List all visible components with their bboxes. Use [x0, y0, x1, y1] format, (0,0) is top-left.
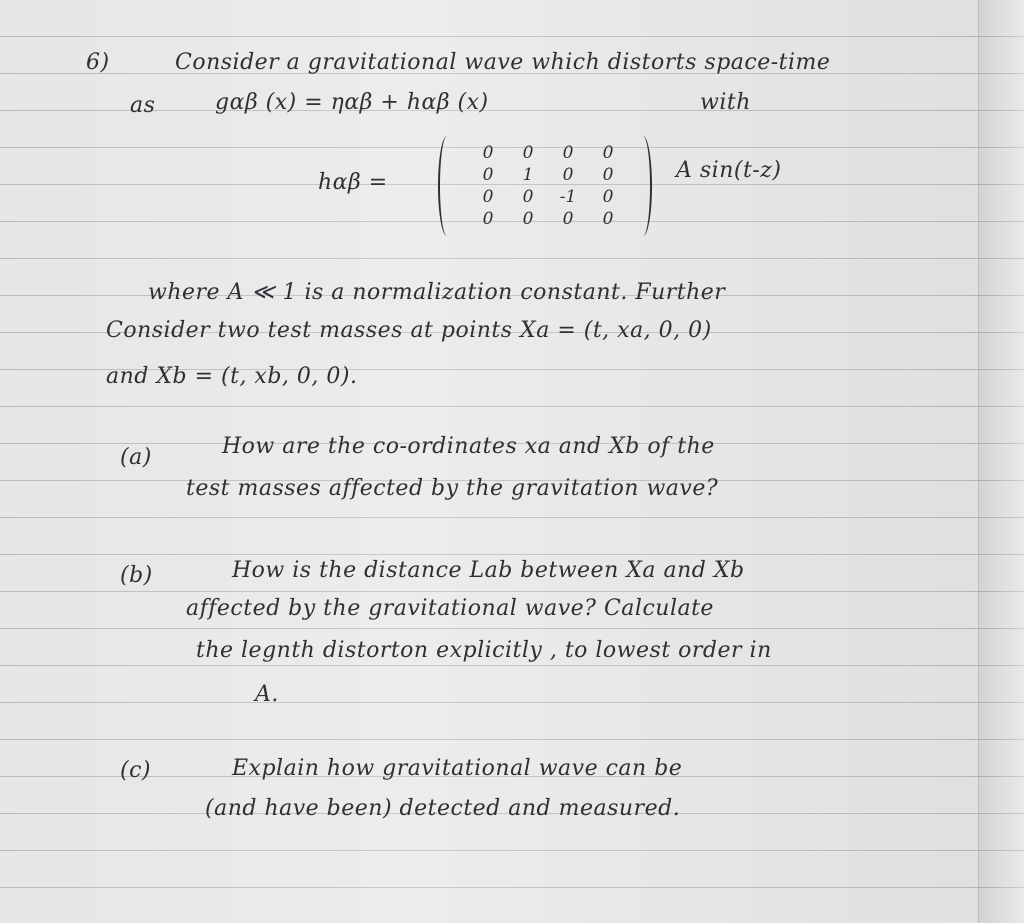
matrix-cell: 0	[602, 209, 614, 229]
matrix-cell: 0	[482, 143, 494, 163]
matrix-cell: 0	[482, 165, 494, 185]
matrix-cell: 0	[562, 209, 574, 229]
matrix-cell: 0	[522, 209, 534, 229]
part-c-line-2: (and have been) detected and measured.	[205, 796, 681, 821]
right-paren	[634, 136, 652, 236]
matrix-cell: 0	[522, 143, 534, 163]
matrix-grid	[468, 142, 628, 230]
matrix-cell: 0	[562, 143, 574, 163]
part-b-line-1: How is the distance Lab between Xa and Xb	[232, 558, 745, 583]
where-line-1: where A ≪ 1 is a normalization constant. Further	[148, 280, 726, 305]
page-edge	[978, 0, 1024, 923]
part-a-line-1: How are the co-ordinates xa and Xb of the	[222, 434, 715, 459]
intro-line-1: Consider a gravitational wave which distorts space-time	[175, 50, 831, 75]
h-matrix	[438, 136, 652, 236]
matrix-cell: 0	[602, 143, 614, 163]
h-label: hαβ =	[318, 170, 388, 195]
problem-number: 6)	[86, 50, 110, 75]
matrix-cell: 0	[482, 187, 494, 207]
matrix-cell: 0	[602, 165, 614, 185]
matrix-cell: 1	[522, 165, 534, 185]
where-line-2: Consider two test masses at points Xa = (t, xa, 0, 0)	[106, 318, 712, 343]
intro-as: as	[130, 93, 156, 118]
part-a-line-2: test masses affected by the gravitation wave?	[186, 476, 719, 501]
part-b-line-4: A.	[255, 682, 279, 707]
part-a-label: (a)	[120, 445, 152, 470]
intro-with: with	[700, 90, 751, 115]
part-b-line-3: the legnth distorton explicitly , to lowest order in	[196, 638, 772, 663]
part-b-line-2: affected by the gravitational wave? Calculate	[186, 596, 714, 621]
matrix-cell: 0	[522, 187, 534, 207]
left-paren	[438, 136, 456, 236]
metric-equation: gαβ (x) = ηαβ + hαβ (x)	[215, 90, 489, 115]
matrix-cell: -1	[559, 187, 577, 207]
matrix-cell: 0	[562, 165, 574, 185]
where-line-3: and Xb = (t, xb, 0, 0).	[106, 364, 358, 389]
part-c-line-1: Explain how gravitational wave can be	[232, 756, 683, 781]
matrix-cell: 0	[602, 187, 614, 207]
part-c-label: (c)	[120, 758, 151, 783]
h-factor: A sin(t-z)	[676, 158, 782, 183]
part-b-label: (b)	[120, 563, 153, 588]
matrix-cell: 0	[482, 209, 494, 229]
